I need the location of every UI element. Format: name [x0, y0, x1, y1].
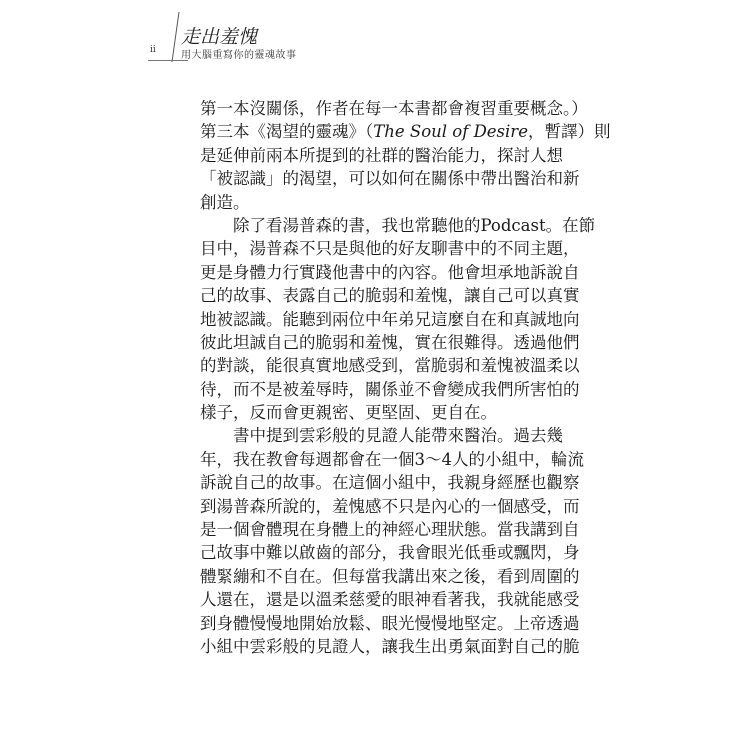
text-line: 己故事中難以啟齒的部分，我會眼光低垂或飄閃，身: [200, 543, 580, 563]
text-line: 彼此坦誠自己的脆弱和羞愧，實在很難得。透過他們: [200, 332, 580, 352]
text-line: 除了看湯普森的書，我也常聽他的Podcast。在節: [233, 215, 596, 235]
book-title-italic: The Soul of Desire: [373, 122, 528, 142]
body-text: [200, 97, 611, 658]
text-line: 地被認識。能聽到兩位中年弟兄這麼自在和真誠地向: [200, 309, 580, 329]
text-line: 體緊繃和不自在。但每當我講出來之後，看到周圍的: [200, 566, 580, 586]
text-line-segment: 第三本《渴望的靈魂》（: [200, 122, 374, 142]
text-line: 書中提到雲彩般的見證人能帶來醫治。過去幾: [233, 426, 563, 446]
text-line: 「被認識」的渴望，可以如何在關係中帶出醫治和新: [200, 169, 580, 189]
running-head-title: 走出羞愧: [181, 26, 258, 48]
text-line: 是延伸前兩本所提到的社群的醫治能力，探討人想: [200, 145, 563, 165]
text-line: 是一個會體現在身體上的神經心理狀態。當我講到自: [200, 520, 580, 540]
text-line: 訴說自己的故事。在這個小組中，我親身經歷也觀察: [200, 473, 580, 493]
page-number: ii: [150, 45, 156, 55]
text-line: 樣子，反而會更親密、更堅固、更自在。: [200, 403, 497, 423]
text-line: 小組中雲彩般的見證人，讓我生出勇氣面對自己的脆: [200, 636, 580, 656]
header-vertical-rule: [171, 12, 179, 62]
text-line: 目中，湯普森不只是與他的好友聊書中的不同主題，: [200, 239, 580, 259]
text-line: 到身體慢慢地開始放鬆、眼光慢慢地堅定。上帝透過: [200, 613, 580, 633]
text-line: 年，我在教會每週都會在一個3～4人的小組中，輪流: [200, 449, 584, 469]
text-line: [200, 120, 611, 143]
text-line: 到湯普森所說的，羞愧感不只是內心的一個感受，而: [200, 496, 580, 516]
text-line: 創造。: [200, 192, 250, 212]
text-line-segment: ，暫譯）則: [527, 122, 611, 142]
text-line: 人還在，還是以溫柔慈愛的眼神看著我，我就能感受: [200, 590, 580, 610]
running-head-subtitle: 用大腦重寫你的靈魂故事: [181, 50, 297, 61]
text-line: 第一本沒關係，作者在每一本書都會複習重要概念。）: [200, 99, 588, 118]
text-line: 己的故事、表露自己的脆弱和羞愧，讓自己可以真實: [200, 286, 580, 306]
text-line: 更是身體力行實踐他書中的內容。他會坦承地訴說自: [200, 262, 580, 282]
text-line: 待，而不是被羞辱時，關係並不會變成我們所害怕的: [200, 379, 580, 399]
text-line: 的對談，能很真實地感受到，當脆弱和羞愧被溫柔以: [200, 356, 580, 376]
